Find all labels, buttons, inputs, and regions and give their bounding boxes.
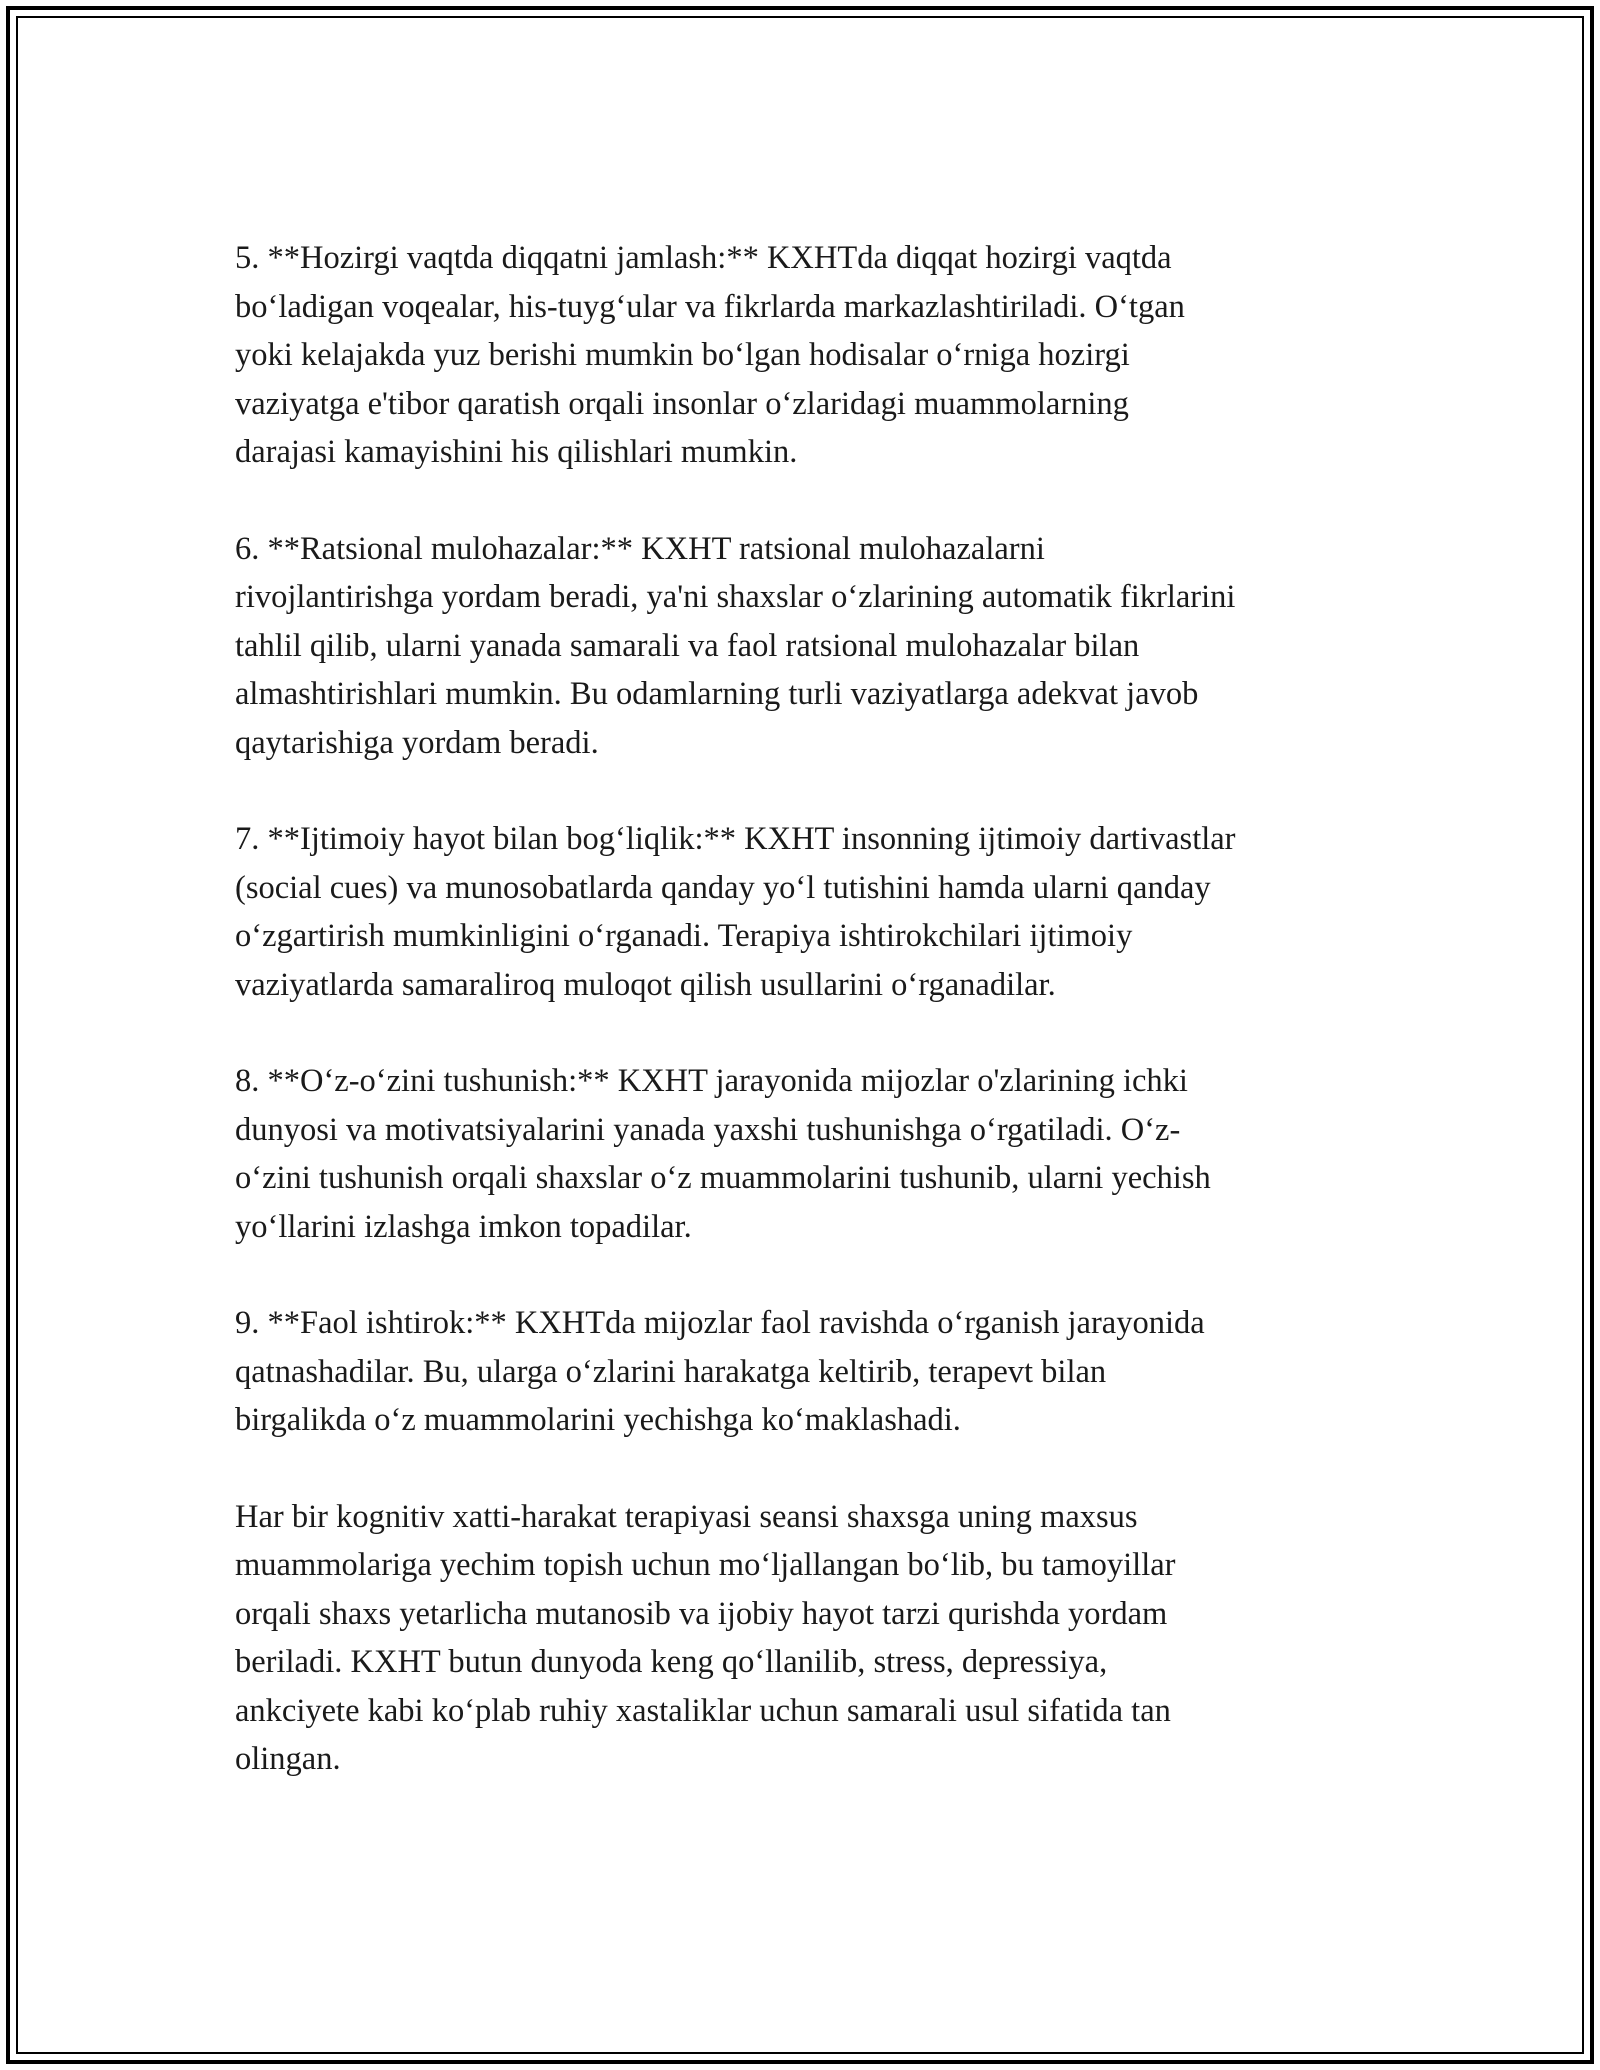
paragraph-item-8: 8. **O‘z-o‘zini tushunish:** KXHT jarayonida mijozlar o'zlarining ichki dunyosi va motivatsiyalarini yanada yaxshi tushunishga o‘rgatiladi. O‘z- o‘zini tushunish orqali shaxslar o‘z muammolarini tushunib, ularni yechish yo‘llarini izlashga imkon topadilar.	[235, 1063, 1211, 1245]
paragraph-item-5: 5. **Hozirgi vaqtda diqqatni jamlash:** KXHTda diqqat hozirgi vaqtda bo‘ladigan voqealar, his-tuyg‘ular va fikrlarda markazlashtiriladi. O‘tgan yoki kelajakda yuz berishi mumkin bo‘lgan hodisalar o‘rniga hozirgi vaziyatga e'tibor qaratish orqali insonlar o‘zlaridagi muammolarning darajasi kamayishini his qilishlari mumkin.	[235, 240, 1185, 470]
document-body	[235, 234, 1365, 1832]
paragraph-conclusion: Har bir kognitiv xatti-harakat terapiyasi seansi shaxsga uning maxsus muammolariga yechim topish uchun mo‘ljallangan bo‘lib, bu tamoyillar orqali shaxs yetarlicha mutanosib va ijobiy hayot tarzi qurishda yordam beriladi. KXHT butun dunyoda keng qo‘llanilib, stress, depressiya, ankciyete kabi ko‘plab ruhiy xastaliklar uchun samarali usul sifatida tan olingan.	[235, 1498, 1176, 1777]
paragraph-item-7: 7. **Ijtimoiy hayot bilan bog‘liqlik:** KXHT insonning ijtimoiy dartivastlar (social cues) va munosobatlarda qanday yo‘l tutishini hamda ularni qanday o‘zgartirish mumkinligini o‘rganadi. Terapiya ishtirokchilari ijtimoiy vaziyatlarda samaraliroq muloqot qilish usullarini o‘rganadilar.	[235, 821, 1236, 1003]
paragraph-item-6: 6. **Ratsional mulohazalar:** KXHT ratsional mulohazalarni rivojlantirishga yordam beradi, ya'ni shaxslar o‘zlarining automatik fikrlarini tahlil qilib, ularni yanada samarali va faol ratsional mulohazalar bilan almashtirishlari mumkin. Bu odamlarning turli vaziyatlarga adekvat javob qaytarishiga yordam beradi.	[235, 530, 1236, 761]
paragraph-item-9: 9. **Faol ishtirok:** KXHTda mijozlar faol ravishda o‘rganish jarayonida qatnashadilar. Bu, ularga o‘zlarini harakatga keltirib, terapevt bilan birgalikda o‘z muammolarini yechishga ko‘maklashadi.	[235, 1305, 1205, 1438]
